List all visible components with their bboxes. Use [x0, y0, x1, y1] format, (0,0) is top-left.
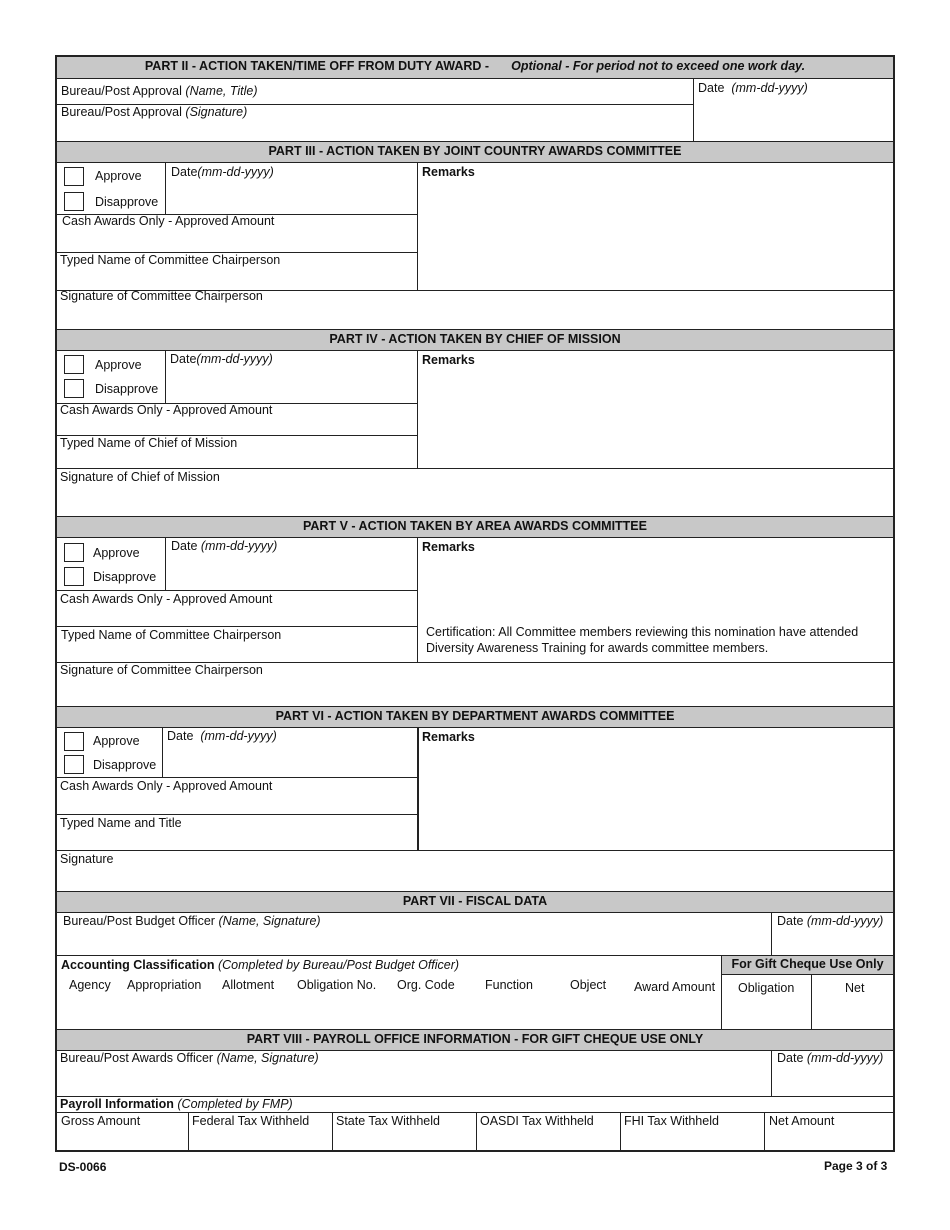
part6-remarks-field[interactable]: [419, 728, 893, 850]
part8-header: PART VIII - PAYROLL OFFICE INFORMATION - FOR GIFT CHEQUE USE ONLY: [57, 1029, 893, 1051]
part4-remarks-label: Remarks: [422, 353, 475, 367]
part5-certification-line-1: Certification: All Committee members reviewing this nomination have attended: [426, 625, 859, 639]
col-allotment: Allotment: [222, 978, 275, 992]
part4-remarks-field[interactable]: [418, 351, 893, 468]
part5-header: PART V - ACTION TAKEN BY AREA AWARDS COMMITTEE: [57, 516, 893, 538]
part8-date-field[interactable]: [772, 1051, 893, 1096]
part4-date-label: Date(mm-dd-yyyy): [170, 352, 273, 366]
oasdi-tax-field[interactable]: [477, 1129, 620, 1152]
part3-date-field[interactable]: [166, 163, 417, 214]
federal-tax-field[interactable]: [189, 1129, 332, 1152]
col-oasdi-tax: OASDI Tax Withheld: [480, 1114, 594, 1128]
part6-cash-label: Cash Awards Only - Approved Amount: [60, 779, 273, 793]
part4-date-field[interactable]: [166, 351, 417, 403]
form-id: DS-0066: [59, 1160, 107, 1174]
part5-disapprove-label: Disapprove: [93, 570, 157, 584]
accounting-classification-label: Accounting Classification (Completed by Bureau/Post Budget Officer): [61, 958, 460, 972]
part6-typed-name-label: Typed Name and Title: [60, 816, 182, 830]
part3-approve-label: Approve: [95, 169, 142, 183]
part2-title-note: Optional - For period not to exceed one work day.: [511, 59, 806, 73]
part5-remarks-field[interactable]: [418, 538, 893, 623]
part6-signature-field[interactable]: [57, 851, 893, 891]
budget-officer-label: Bureau/Post Budget Officer (Name, Signature): [63, 914, 321, 928]
approval-name-field[interactable]: [57, 79, 693, 104]
part4-disapprove-checkbox[interactable]: [64, 379, 84, 398]
part3-signature-field[interactable]: [57, 291, 893, 329]
part5-approve-checkbox[interactable]: [64, 543, 84, 562]
part4-cash-label: Cash Awards Only - Approved Amount: [60, 403, 273, 417]
part6-approve-label: Approve: [93, 734, 140, 748]
part4-approve-checkbox[interactable]: [64, 355, 84, 374]
gift-net-field[interactable]: [812, 997, 893, 1029]
part8-date-label: Date (mm-dd-yyyy): [777, 1051, 884, 1065]
part6-cash-field[interactable]: [57, 778, 417, 814]
part4-signature-label: Signature of Chief of Mission: [60, 470, 220, 484]
part5-date-field[interactable]: [166, 538, 417, 590]
part6-disapprove-label: Disapprove: [93, 758, 157, 772]
part4-typed-name-label: Typed Name of Chief of Mission: [60, 436, 238, 450]
part6-approve-checkbox[interactable]: [64, 732, 84, 751]
part4-approve-label: Approve: [95, 358, 142, 372]
part6-remarks-label: Remarks: [422, 730, 475, 744]
part6-header: PART VI - ACTION TAKEN BY DEPARTMENT AWARDS COMMITTEE: [57, 706, 893, 728]
part3-approve-checkbox[interactable]: [64, 167, 84, 186]
part5-signature-label: Signature of Committee Chairperson: [60, 663, 263, 677]
col-agency: Agency: [69, 978, 111, 992]
part3-signature-label: Signature of Committee Chairperson: [60, 289, 263, 303]
gift-cheque-header: For Gift Cheque Use Only: [722, 956, 893, 975]
part3-cash-field[interactable]: [57, 215, 417, 252]
part5-typed-name-label: Typed Name of Committee Chairperson: [61, 628, 282, 642]
part3-cash-label: Cash Awards Only - Approved Amount: [62, 214, 275, 228]
part5-cash-field[interactable]: [57, 591, 417, 626]
col-fhi-tax: FHI Tax Withheld: [624, 1114, 719, 1128]
part5-approve-label: Approve: [93, 546, 140, 560]
part3-date-label: Date(mm-dd-yyyy): [171, 165, 274, 179]
page-number: Page 3 of 3: [824, 1159, 888, 1173]
part3-remarks-label: Remarks: [422, 165, 475, 179]
part5-typed-name-field[interactable]: [57, 627, 417, 662]
award-form: [55, 55, 895, 1152]
approval-signature-label: Bureau/Post Approval (Signature): [61, 105, 248, 119]
col-gift-obligation: Obligation: [738, 981, 795, 995]
part5-remarks-label: Remarks: [422, 540, 475, 554]
col-obligation-no: Obligation No.: [297, 978, 377, 992]
gross-amount-field[interactable]: [57, 1129, 188, 1152]
part3-disapprove-label: Disapprove: [95, 195, 159, 209]
part3-disapprove-checkbox[interactable]: [64, 192, 84, 211]
net-amount-field[interactable]: [765, 1129, 893, 1152]
part4-disapprove-label: Disapprove: [95, 382, 159, 396]
part6-date-label: Date (mm-dd-yyyy): [167, 729, 277, 743]
part2-date-label: Date (mm-dd-yyyy): [698, 81, 808, 95]
part5-disapprove-checkbox[interactable]: [64, 567, 84, 586]
col-federal-tax: Federal Tax Withheld: [192, 1114, 310, 1128]
part3-remarks-field[interactable]: [418, 163, 893, 290]
fhi-tax-field[interactable]: [621, 1129, 764, 1152]
part5-signature-field[interactable]: [57, 663, 893, 706]
part4-cash-field[interactable]: [57, 404, 417, 435]
part4-header: PART IV - ACTION TAKEN BY CHIEF OF MISSION: [57, 329, 893, 351]
col-function: Function: [485, 978, 533, 992]
col-net-amount: Net Amount: [769, 1114, 835, 1128]
gift-obligation-field[interactable]: [722, 997, 811, 1029]
part2-title: PART II - ACTION TAKEN/TIME OFF FROM DUTY AWARD -: [144, 59, 490, 73]
col-state-tax: State Tax Withheld: [336, 1114, 440, 1128]
col-gift-net: Net: [845, 981, 865, 995]
part2-header: [57, 57, 893, 79]
awards-officer-field[interactable]: [57, 1051, 771, 1096]
part7-date-field[interactable]: [772, 913, 893, 955]
approval-signature-field[interactable]: [57, 105, 693, 141]
part5-certification-line-2: Diversity Awareness Training for awards committee members.: [426, 641, 769, 655]
state-tax-field[interactable]: [333, 1129, 476, 1152]
part3-header: PART III - ACTION TAKEN BY JOINT COUNTRY AWARDS COMMITTEE: [57, 141, 893, 163]
part7-date-label: Date (mm-dd-yyyy): [777, 914, 884, 928]
part3-typed-name-label: Typed Name of Committee Chairperson: [60, 253, 281, 267]
col-org-code: Org. Code: [397, 978, 455, 992]
awards-officer-label: Bureau/Post Awards Officer (Name, Signature): [60, 1051, 319, 1065]
part3-typed-name-field[interactable]: [57, 253, 417, 290]
col-award-amount: Award Amount: [634, 980, 716, 994]
payroll-information-label: Payroll Information (Completed by FMP): [60, 1097, 293, 1111]
col-appropriation: Appropriation: [127, 978, 202, 992]
col-gross-amount: Gross Amount: [61, 1114, 141, 1128]
part6-date-field[interactable]: [163, 728, 417, 777]
budget-officer-field[interactable]: [57, 913, 771, 955]
part5-cash-label: Cash Awards Only - Approved Amount: [60, 592, 273, 606]
col-object: Object: [570, 978, 607, 992]
accounting-classification-field[interactable]: [57, 995, 721, 1029]
part5-date-label: Date (mm-dd-yyyy): [171, 539, 278, 553]
approval-name-label: Bureau/Post Approval (Name, Title): [61, 84, 258, 98]
part6-signature-label: Signature: [60, 852, 114, 866]
part6-disapprove-checkbox[interactable]: [64, 755, 84, 774]
part7-header: PART VII - FISCAL DATA: [57, 891, 893, 913]
part4-typed-name-field[interactable]: [57, 436, 417, 468]
part4-signature-field[interactable]: [57, 469, 893, 516]
part2-date-field[interactable]: [694, 79, 893, 141]
part6-typed-name-field[interactable]: [57, 815, 417, 850]
